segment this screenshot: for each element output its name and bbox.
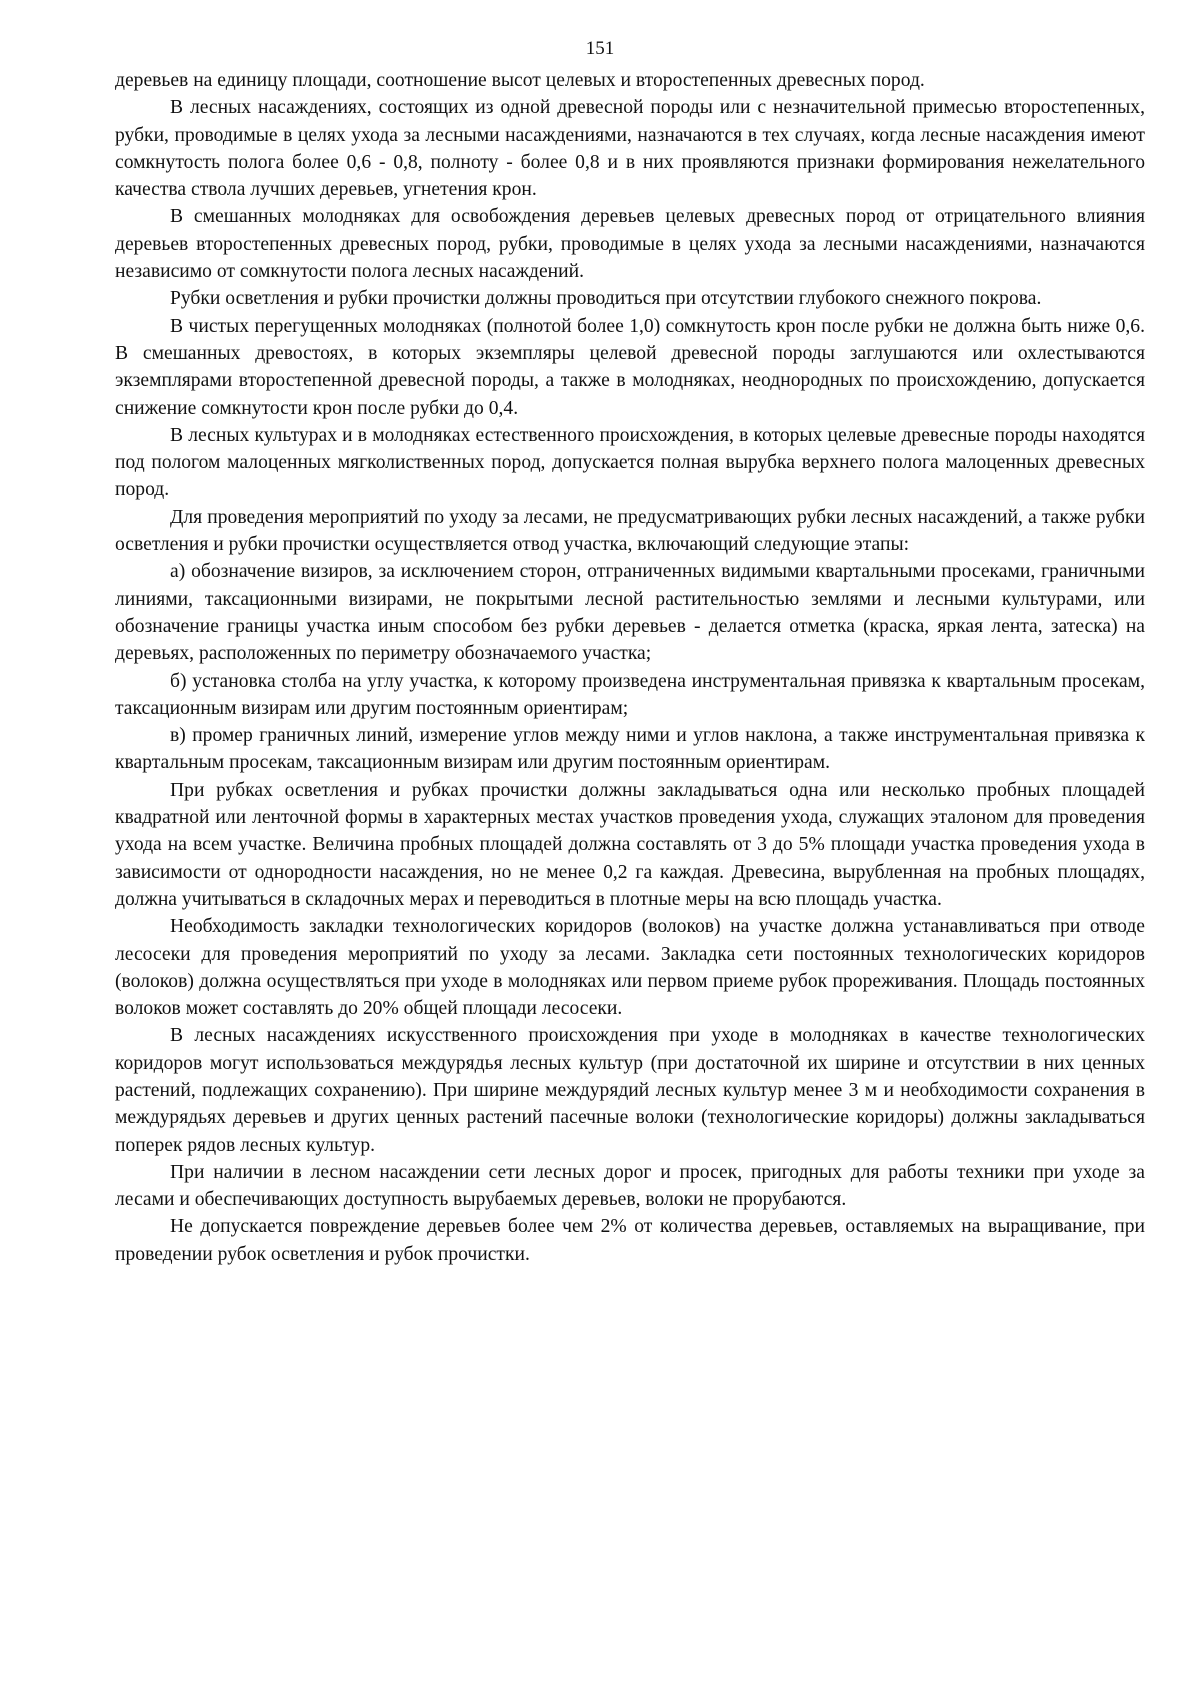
document-body: [115, 67, 1145, 1268]
paragraph: В чистых перегущенных молодняках (полнотой более 1,0) сомкнутость крон после рубки не должна быть ниже 0,6. В смешанных древостоях, в которых экземпляры целевой древесной породы заглушаются или охлестываются экземплярами второстепенной древесной породы, а также в молодняках, неоднородных по происхождению, допускается снижение сомкнутости крон после рубки до 0,4.: [115, 315, 1145, 419]
paragraph: Рубки осветления и рубки прочистки должны проводиться при отсутствии глубокого снежного покрова.: [170, 288, 1042, 310]
paragraph: деревьев на единицу площади, соотношение высот целевых и второстепенных древесных пород.: [115, 70, 925, 91]
paragraph: В смешанных молодняках для освобождения деревьев целевых древесных пород от отрицательного влияния деревьев второстепенных древесных пород, рубки, проводимые в целях ухода за лесными насаждениями, назначаются независимо от сомкнутости полога лесных насаждений.: [115, 206, 1145, 283]
page-number: 151: [585, 38, 615, 59]
paragraph: При наличии в лесном насаждении сети лесных дорог и просек, пригодных для работы техники при уходе за лесами и обеспечивающих доступность вырубаемых деревьев, волоки не прорубаются.: [115, 1161, 1145, 1211]
paragraph: Необходимость закладки технологических коридоров (волоков) на участке должна устанавливаться при отводе лесосеки для проведения мероприятий по уходу за лесами. Закладка сети постоянных технологических коридоров (волоков) должна осуществляться при уходе в молодняках или первом приеме рубок прореживания. Площадь постоянных волоков может составлять до 20% общей площади лесосеки.: [115, 916, 1145, 1020]
paragraph: В лесных насаждениях, состоящих из одной древесной породы или с незначительной примесью второстепенных, рубки, проводимые в целях ухода за лесными насаждениями, назначаются в тех случаях, когда лесные насаждения имеют сомкнутость полога более 0,6 - 0,8, полноту - более 0,8 и в них проявляются признаки формирования нежелательного качества ствола лучших деревьев, угнетения крон.: [115, 97, 1145, 201]
paragraph: При рубках осветления и рубках прочистки должны закладываться одна или несколько пробных площадей квадратной или ленточной формы в характерных местах участков проведения ухода, служащих эталоном для проведения ухода на всем участке. Величина пробных площадей должна составлять от 3 до 5% площади участка проведения ухода в зависимости от однородности насаждения, но не менее 0,2 га каждая. Древесина, вырубленная на пробных площадях, должна учитываться в складочных мерах и переводиться в плотные меры на всю площадь участка.: [115, 779, 1145, 910]
list-item-b: б) установка столба на углу участка, к которому произведена инструментальная привязка к квартальным просекам, таксационным визирам или другим постоянным ориентирам;: [115, 670, 1145, 719]
paragraph: Не допускается повреждение деревьев более чем 2% от количества деревьев, оставляемых на выращивание, при проведении рубок осветления и рубок прочистки.: [115, 1216, 1145, 1265]
list-item-c: в) промер граничных линий, измерение углов между ними и углов наклона, а также инструментальная привязка к квартальным просекам, таксационным визирам или другим постоянным ориентирам.: [115, 725, 1145, 774]
paragraph: Для проведения мероприятий по уходу за лесами, не предусматривающих рубки лесных насаждений, а также рубки осветления и рубки прочистки осуществляется отвод участка, включающий следующие этапы:: [115, 506, 1145, 556]
paragraph: В лесных насаждениях искусственного происхождения при уходе в молодняках в качестве технологических коридоров могут использоваться междурядья лесных культур (при достаточной их ширине и отсутствии в них ценных растений, подлежащих сохранению). При ширине междурядий лесных культур менее 3 м и необходимости сохранения в междурядьях деревьев и других ценных растений пасечные волоки (технологические коридоры) должны закладываться поперек рядов лесных культур.: [115, 1025, 1145, 1156]
list-item-a: а) обозначение визиров, за исключением сторон, отграниченных видимыми квартальными просеками, граничными линиями, таксационными визирами, не покрытыми лесной растительностью землями и лесными культурами, или обозначение границы участка иным способом без рубки деревьев - делается отметка (краска, яркая лента, затеска) на деревьях, расположенных по периметру обозначаемого участка;: [115, 561, 1145, 665]
paragraph: В лесных культурах и в молодняках естественного происхождения, в которых целевые древесные породы находятся под пологом малоценных мягколиственных пород, допускается полная вырубка верхнего полога малоценных древесных пород.: [115, 424, 1145, 501]
